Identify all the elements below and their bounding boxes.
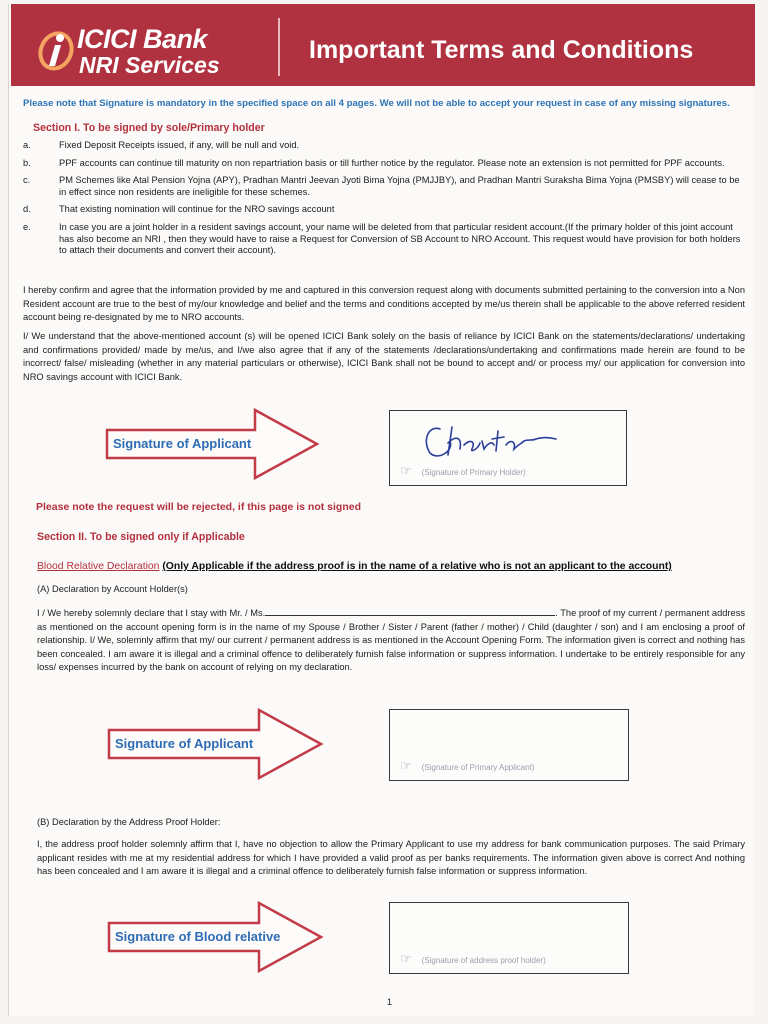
list-marker: e. — [23, 221, 31, 232]
pointing-hand-icon: ☞ — [400, 758, 412, 773]
header-divider — [278, 18, 280, 76]
signature-caption-text: (Signature of Primary Applicant) — [421, 763, 535, 772]
list-text: PM Schemes like Atal Pension Yojna (APY), Pradhan Mantri Jeevan Jyoti Bima Yojna (PMJJBY), and Pradhan Mantri Suraksha Bima Yojna (PMSBY) will cease to be in effect since non residents are ineligible for these schemes. — [59, 175, 740, 197]
document-page — [8, 4, 753, 1016]
list-text: Fixed Deposit Receipts issued, if any, will be null and void. — [59, 140, 300, 150]
blood-relative-note: (Only Applicable if the address proof is in the name of a relative who is not an applicant to the account) — [162, 561, 672, 572]
signature-caption-text: (Signature of Primary Holder) — [421, 468, 526, 477]
blood-relative-title: Blood Relative Declaration — [37, 561, 160, 572]
signature-caption — [400, 463, 526, 479]
icici-logo-icon — [37, 28, 75, 72]
blood-relative-heading — [37, 561, 672, 572]
page-title: Important Terms and Conditions — [309, 36, 694, 64]
page-number: 1 — [387, 997, 393, 1007]
section-2-heading: Section II. To be signed only if Applicable — [37, 531, 245, 543]
address-proof-holder-signature-box[interactable] — [389, 902, 629, 974]
signature-caption — [400, 951, 546, 967]
declaration-b-text: I, the address proof holder solemnly affirm that I, have no objection to allow the Primary Applicant to use my address for bank communication purposes. The said Primary applicant resides with me at my residential address for which I have provided a valid proof as per banks requirements. The information given above is correct And nothing has been concealed and I am aware it is illegal and a criminal offence to deliberately furnish false information or suppress information. — [37, 839, 745, 877]
signature-arrow — [107, 901, 325, 973]
pointing-hand-icon: ☞ — [400, 951, 412, 966]
rejection-warning: Please note the request will be rejected, if this page is not signed — [36, 501, 361, 513]
list-item — [23, 175, 743, 198]
list-text: PPF accounts can continue till maturity on non repartriation basis or till further notice by the regulator. Please note an extension is not permitted for PPF accounts. — [59, 157, 725, 168]
list-marker: b. — [23, 157, 31, 168]
declaration-a-rest: . The proof of my current / permanent address as mentioned on the account opening form is in the name of my Spouse / Brother / Sister / Parent (father / mother) / Child (daughter / son) and I am enclosing a proof of relationship. I/ We, solemnly affirm that my/ our current / permanent address is as mentioned in the Account Opening Form. The information given is correct and nothing has been concealed. I am aware it is illegal and a criminal offence to deliberately furnish false information or suppress information. I undertake to be entirely responsible for any loss/ expenses incurred by the bank on account of relying on my declaration. — [37, 608, 745, 673]
list-marker: a. — [23, 140, 31, 150]
signature-arrow — [105, 408, 321, 480]
list-item — [23, 140, 743, 152]
signature-caption — [400, 758, 535, 774]
list-item — [23, 222, 743, 257]
confirmation-paragraph: I hereby confirm and agree that the information provided by me and captured in this conversion request along with documents submitted pertaining to the conversion into a Non Resident account are true to the best of my/our knowledge and belief and the terms and conditions accepted by me/us therein shall be applicable to the above referred resident account being re-designated by me to NRO accounts. — [23, 285, 745, 323]
signature-label: Signature of Blood relative — [115, 929, 281, 944]
section-1-heading: Section I. To be signed by sole/Primary holder — [33, 122, 265, 134]
declaration-a-start: I / We hereby solemnly declare that I stay with Mr. / Ms. — [37, 608, 266, 618]
signature-label: Signature of Applicant — [113, 436, 252, 451]
page-header — [11, 4, 755, 86]
brand-subtitle: NRI Services — [79, 52, 220, 78]
list-item — [23, 158, 743, 170]
list-text: That existing nomination will continue for the NRO savings account — [59, 204, 335, 215]
understanding-paragraph: I/ We understand that the above-mentioned account (s) will be opened ICICI Bank solely on the basis of reliance by ICICI Bank on the statements/declarations/ undertaking and confirmations provided/ made by me/us, and I/we also agree that if any of the statements /declarations/undertaking and confirmations made herein are found to be incorrect/ false/ misleading (whether in any material particulars or otherwise), ICICI Bank shall not be bound to accept and/ or process my/ our application for conversion into NRO savings account with ICICI Bank. — [23, 331, 745, 382]
handwritten-signature — [418, 415, 568, 461]
declaration-b-label: (B) Declaration by the Address Proof Holder: — [37, 817, 221, 827]
list-marker: c. — [23, 175, 31, 186]
declaration-a-label: (A) Declaration by Account Holder(s) — [37, 584, 188, 594]
declaration-a-text — [37, 606, 745, 675]
pointing-hand-icon: ☞ — [400, 463, 412, 478]
signature-notice: Please note that Signature is mandatory in the specified space on all 4 pages. We will not be able to accept your request in case of any missing signatures. — [23, 98, 730, 109]
primary-holder-signature-box[interactable] — [389, 410, 627, 486]
list-text: In case you are a joint holder in a resident savings account, your name will be deleted from that particular resident account.(If the primary holder of this joint account has also become an NRI , then they would have to raise a Request for Conversion of SB Account to NRO Account. This request would have provision for both holders to attach their documents and convert their account). — [59, 221, 741, 256]
signature-label: Signature of Applicant — [115, 736, 254, 751]
terms-list — [23, 140, 743, 263]
relative-name-field[interactable] — [265, 606, 555, 616]
list-item — [23, 204, 743, 216]
signature-caption-text: (Signature of address proof holder) — [421, 956, 546, 965]
signature-arrow — [107, 708, 325, 780]
brand-name: ICICI Bank — [77, 24, 208, 54]
primary-applicant-signature-box[interactable] — [389, 709, 629, 781]
list-marker: d. — [23, 204, 31, 215]
